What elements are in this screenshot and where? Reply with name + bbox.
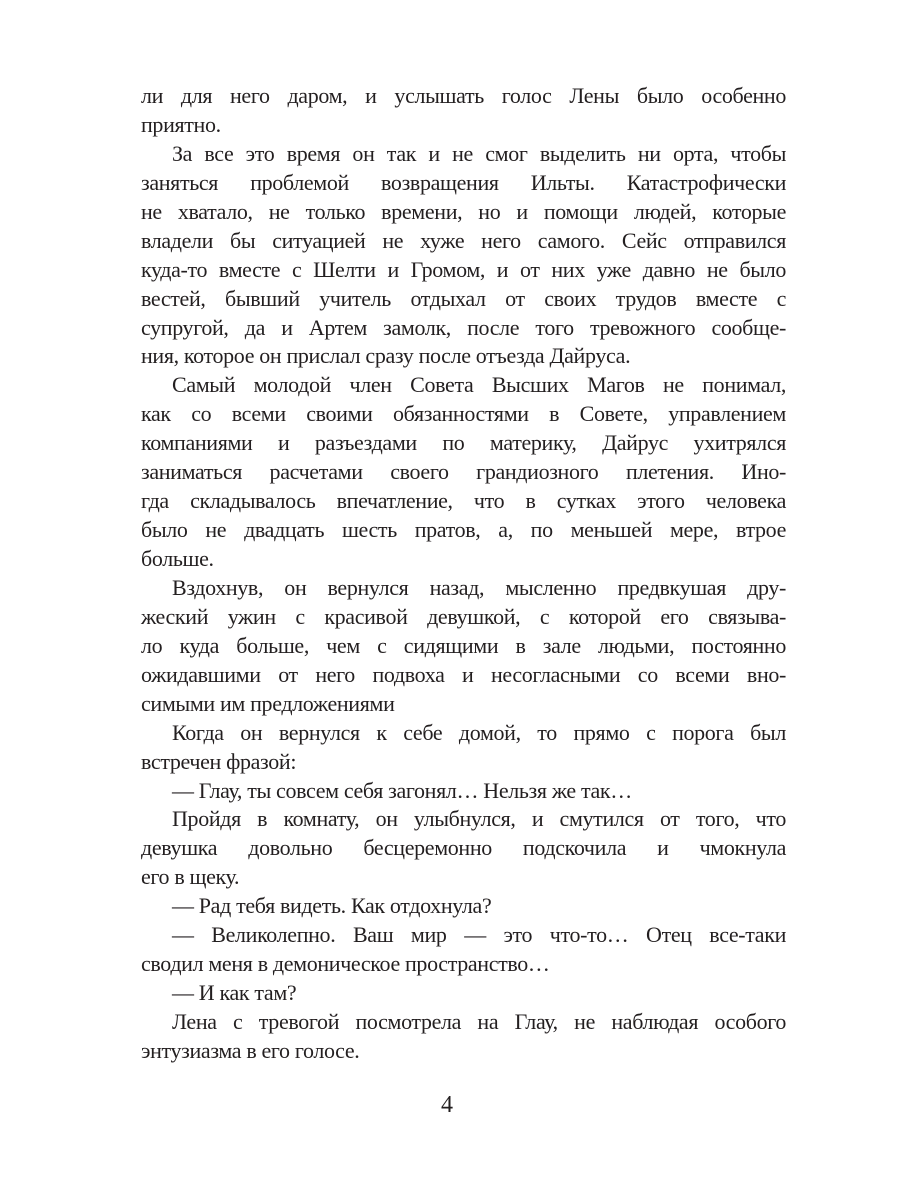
text-line: ло куда больше, чем с сидящими в зале людьми, постоянно	[141, 632, 786, 658]
text-line: заняться проблемой возвращения Ильты. Катастрофически	[141, 169, 786, 195]
text-line: компаниями и разъездами по материку, Дайрус ухитрялся	[141, 430, 786, 456]
text-line: как со всеми своими обязанностями в Совете, управлением	[141, 401, 786, 427]
paragraph	[141, 140, 786, 372]
paragraph	[141, 1008, 786, 1066]
text-line: жеский ужин с красивой девушкой, с которой его связыва-	[141, 603, 786, 629]
text-line: вестей, бывший учитель отдыхал от своих трудов вместе с	[141, 285, 786, 311]
text-line: симыми им предложениями	[141, 690, 395, 716]
text-line: — Рад тебя видеть. Как отдохнула?	[172, 893, 492, 919]
text-line: Лена с тревогой посмотрела на Глау, не наблюдая особого	[172, 1009, 786, 1034]
text-line: не хватало, не только времени, но и помощи людей, которые	[141, 198, 786, 224]
text-line: — Великолепно. Ваш мир — это что-то… Отец все-таки	[172, 922, 786, 948]
text-line: сводил меня в демоническое пространство…	[141, 951, 550, 977]
text-line: Пройдя в комнату, он улыбнулся, и смутился от того, что	[172, 806, 786, 832]
text-line: владели бы ситуацией не хуже него самого. Сейс отправился	[141, 227, 786, 253]
text-line: встречен фразой:	[141, 748, 297, 774]
text-line: его в щеку.	[141, 864, 240, 890]
text-line: ожидавшими от него подвоха и несогласными со всеми вно-	[141, 661, 786, 687]
text-line: приятно.	[141, 111, 221, 137]
paragraph	[141, 777, 786, 806]
page-body-text	[141, 82, 786, 1066]
text-line: Когда он вернулся к себе домой, то прямо с порога был	[172, 719, 786, 745]
paragraph	[141, 82, 786, 140]
page-number: 4	[441, 1092, 453, 1118]
text-line: больше.	[141, 546, 214, 571]
text-line: ли для него даром, и услышать голос Лены было особенно	[141, 83, 786, 108]
paragraph	[141, 371, 786, 574]
text-line: ния, которое он прислал сразу после отъезда Дайруса.	[141, 343, 631, 369]
paragraph	[141, 805, 786, 892]
text-line: заниматься расчетами своего грандиозного плетения. Ино-	[141, 459, 786, 485]
text-line: За все это время он так и не смог выделить ни орта, чтобы	[172, 140, 786, 166]
text-line: Самый молодой член Совета Высших Магов не понимал,	[172, 372, 786, 398]
paragraph	[141, 921, 786, 979]
text-line: девушка довольно бесцеремонно подскочила и чмокнула	[141, 835, 786, 861]
text-line: энтузиазма в его голосе.	[141, 1037, 360, 1063]
text-line: было не двадцать шесть пратов, а, по меньшей мере, втрое	[141, 517, 786, 543]
paragraph	[141, 979, 786, 1008]
paragraph	[141, 892, 786, 921]
text-line: куда-то вместе с Шелти и Громом, и от них уже давно не было	[141, 256, 786, 282]
text-line: супругой, да и Артем замолк, после того тревожного сообще-	[141, 314, 786, 340]
paragraph	[141, 719, 786, 777]
text-line: — Глау, ты совсем себя загонял… Нельзя же так…	[172, 777, 632, 803]
text-line: Вздохнув, он вернулся назад, мысленно предвкушая дру-	[172, 574, 786, 600]
paragraph	[141, 574, 786, 719]
text-line: гда складывалось впечатление, что в сутках этого человека	[141, 488, 786, 514]
text-line: — И как там?	[172, 980, 297, 1006]
